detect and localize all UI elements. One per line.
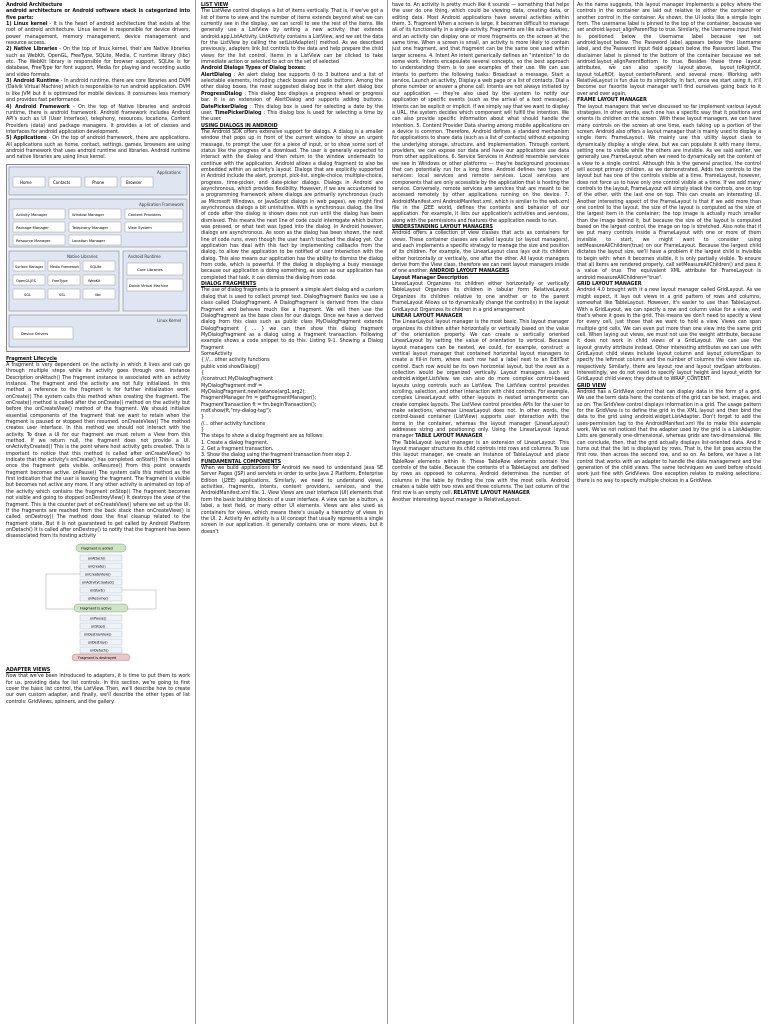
box-view-system: View System [128, 224, 152, 230]
lifecycle-active: Fragment is active [80, 606, 112, 611]
box-package-manager: Package Manager [16, 224, 49, 230]
box-window-manager: Window Manager [72, 211, 105, 217]
heading-android-architecture: Android Architecture [6, 2, 63, 8]
list-view-text: The ListView control displays a list of items vertically. That is, if we've got a list of items to view and the number of items extends beyond what we can currently see in the display, we can scroll to see the rest of the items. We generally use a ListView by writing a new activity that extends android.app.ListActivity. ListActivity contains a ListView, and we set the data for the ListView by calling the setListAdapter() method. As we described previously, adapters link list controls to the data and help prepare the child views for the list control. Items in a ListView can be clicked to take immediate action or selected to act on the set of selected [201, 8, 383, 66]
linux-kernel-head: 1) Linux kernel [6, 21, 48, 28]
label-android-runtime: Android Runtime [128, 253, 161, 259]
code-line: public void showDialog() [201, 363, 260, 370]
adapter-views-head: ADAPTER VIEWS [6, 666, 51, 673]
box-media-framework: Media Framework [50, 264, 80, 269]
lifecycle-step: onStart() [90, 588, 105, 593]
fundamental-components-head: FUNDAMENTAL COMPONENTS [201, 458, 282, 465]
code-line: MyDialogFragment.newInstance(arg1,arg2); [201, 388, 306, 395]
box-core-libraries: Core Libraries [137, 266, 163, 272]
alert-dialog-text: : An alert dialog box supports 0 to 3 buttons and a list of selectable elements, including check boxes and radio buttons. Among the other dialog boxes, the most suggested dialog box in the alert dialog box [201, 71, 383, 91]
box-home: Home [20, 179, 32, 185]
code-line: //construct MyDialogFragment [201, 376, 273, 383]
lifecycle-steps-teardown [80, 615, 122, 653]
box-content-providers: Content Providers [128, 211, 162, 217]
box-telephony-manager: Telephony Manager [72, 224, 109, 230]
box-location-manager: Location Manager [72, 237, 106, 243]
grid-layout-text: Android 4.0 brought with it a new layout manager called GridLayout. As we might expect, it lays out views in a grid pattern of rows and columns, somewhat like TableLayout. However, it's easier to use than TableLayout. With a GridLayout, we can specify a row and column value for a view, and that's where it goes in the grid. This means we don't need to specify a view for every cell, just those that we want to hold a view. Views can span multiple grid cells. We can even put more than one view into the same grid cell. When laying out views, we must not use the weight attribute, because it does not work in child views of a GridLayout. We can use the layout_gravity attribute instead. Other interesting attributes we can use with GridLayout child views include layout_column and layout_columnSpan to specify the leftmost column and the number of columns the view takes up, respectively. Similarly, there are layout_row and layout_rowSpan attributes. Interestingly, we do not need to specify layout_height and layout_width for GridLayout child views; they default to WRAP_CONTENT. [577, 287, 761, 383]
column-divider [387, 0, 388, 1024]
fundamental-components-text: When we build applications for Android we need to understand Java SE Server Pages (JSP) and servlets in order to write Java 2 Platform, Enterprise Edition (J2EE) applications. Similarly, we need to understand views, activities, fragments, intents, content providers, services, and the AndroidManifest.xml file. 1. View Views are user interface (UI) elements that form the basic building blocks of a user interface. A view can be a button, a label, a text field, or many other UI elements. Views are also used as containers for views, which means there's usually a hierarchy of views in the UI. 2. Activity An activity is a UI concept that usually represents a single screen in our application. It generally contains one or more views, but it doesn't [201, 465, 383, 535]
step-item: 1. Create a dialog fragment. [201, 439, 269, 446]
linear-layout-text: The LinearLayout layout manager is the most basic. This layout manager organizes its children either horizontally or vertically based on the value of the orientation property. We can create a vertically oriented LinearLayout by setting the value of orientation to vertical. Because layout managers can be nested, we could, for example, construct a vertical layout manager that contained horizontal layout managers to create a fill-in form, where each row had a label next to an EditText control. Each row would be its own horizontal layout, but the rows as a collection would be organized vertically. Layout managers such as android.widget.ListView. we can also do more complex control-based layouts using controls such as ListView. The ListView control provides scrolling, selection, and other interaction with child controls. For example, complex LinearLayout with other layouts in nested arrangements can create complex layouts. The ListView control provides APIs for the user to make selections, whereas LinearLayout does not. In other words, the control-based container (ListView) supports user interaction with the items in the container, whereas the layout manager (LinearLayout) addresses sizing and positioning only. Using the LinearLayout layout manager [392, 319, 569, 440]
lifecycle-end: Fragment is destroyed [78, 655, 117, 660]
code-line: FragmentManager fm = getFragmentManager(); [201, 395, 317, 402]
time-picker-head: TimePickerDialog [214, 109, 262, 116]
android-runtime-text: - In android runtime, there are core libraries and DVM (Dalvik Virtual Machine) which is responsible to run android application. DVM is like JVM but it is optimized for mobile devices. It consumes less memory and provides fast performance. [6, 78, 190, 104]
lifecycle-step: onStop() [91, 624, 106, 629]
layout-description-text: LinearLayout Organizes its children either horizontally or vertically TableLayout Organizes its children in tabular form RelativeLayout Organizes its children relative to one another or to the parent FrameLayout Allows us to dynamically change the control(s) in the layout GridLayout Organizes its children in a grid arrangement [392, 281, 569, 313]
applications-head: 5) Applications [6, 135, 47, 142]
code-line: } [201, 427, 205, 434]
android-runtime-head: 3) Android Runtime [6, 78, 59, 85]
lifecycle-step: onDestroyView() [84, 632, 112, 637]
code-line: mdf.show(ft,"my-dialog-tag"); [201, 408, 272, 414]
components-continued-text: have to. An activity is pretty much like it sounds — something that helps the user do one thing, which could be viewing data, creating data, or editing data. Most Android applications have several activities within them. 3. Fragment When a screen is large, it becomes difficult to manage all of its functionality in a single activity. Fragments are like sub-activities, and an activity can display one or more fragments on the screen at the same time. When a screen is small, an activity is more likely to contain just one fragment, and that fragment can be the same one used within larger screens. 4. Intent An intent generically defines an "intention" to do some work. Intents encapsulate several concepts, so the best approach to understanding them is to see examples of their use. We can use intents to perform the following tasks: Broadcast a message, Start a service, Launch an activity, Display a web page or a list of contacts, Dial a phone number or answer a phone call. Intents are not always initiated by our application — they're also used by the system to notify our application of specific events (such as the arrival of a text message). Intents can be explicit or implicit. If we simply say that we want to display a URL, the system decides which component will fulfill the intention. We can also provide specific information about what should handle the intention. 5. Content Provider Data sharing among mobile applications on a device is common. Therefore, Android defines a standard mechanism for applications to share data (such as a list of contacts) without exposing the underlying storage, structure, and implementation. Through content providers, we can expose our data and have our applications use data from other applications. 6. Service Services in Android resemble services we see in Windows or other platforms — they're background processes that can potentially run for a long time. Android defines two types of services: local services and remote services. Local services are components that are only accessible by the application that is hosting the service. Conversely, remote services are services that are meant to be accessed remotely by other applications running on the device. 7. AndroidManifest.xml AndroidManifest.xml, which is similar to the web.xml file in the J2EE world, defines the contents and behavior of our application. For example, it lists our application's activities and services, along with the permissions and features the application needs to run. [392, 2, 569, 224]
box-device-drivers: Device Drivers [21, 330, 49, 336]
list-view-head: LIST VIEW [201, 2, 229, 8]
box-contacts: Contacts [53, 179, 71, 185]
native-libraries-text: - On the top of linux kernel, their are Native libraries such as WebKit, OpenGL, FreeType, SQLite, Media, C runtime library (libc) etc. The WebKit library is responsible for browser support, SQLite is for database, FreeType for font support, Media for playing and recording audio and video formats. [6, 46, 190, 78]
native-libraries-head: 2) Native Libraries [6, 46, 58, 53]
lifecycle-step: onDetach() [90, 648, 109, 653]
code-line: FragmentTransaction ft = fm.beginTransaction(); [201, 401, 317, 408]
linear-layout-head: LINEAR LAYOUT MANAGER [392, 312, 463, 319]
using-dialogs-head: USING DIALOGS IN ANDROID [201, 122, 278, 129]
box-resource-manager: Resource Manager [16, 237, 51, 243]
lifecycle-step: onDestroy() [88, 640, 108, 645]
box-surface-manager: Surface Manager [15, 264, 44, 269]
lifecycle-step: onActivityCreated() [82, 580, 115, 585]
steps-intro: The steps to show a dialog fragment are as follows: [201, 433, 324, 440]
code-line: //... other activity functions [201, 420, 266, 427]
relative-layout-continued-text: As the name suggests, this layout manager implements a policy where the controls in the container are laid out relative to either the container or another control in the container. As shown, the UI looks like a simple login form. The username label is pinned to the top of the container, because we set android:layout_alignParentTop to true. Similarly, the Username input field is positioned below the Username label because we set android:layout_below. The Password label appears below the Username label, and the Password input field appears below the Password label. The disclaimer label is pinned to the bottom of the container because we set android:layout_alignParentBottom to true. Besides these three layout attributes, we can also specify layout_above, layout_toRightOf, layout_toLeftOf, layout_centerInParent, and several more. Working with RelativeLayout is fun due to its simplicity. In fact, once we start using it, it'll become our favorite layout manager we'll find ourselves going back to it over and over again. [577, 2, 761, 97]
lifecycle-steps [80, 555, 122, 601]
android-framework-head: 4) Android Framework [6, 103, 70, 110]
code-line: { //... other activity functions [201, 357, 270, 364]
box-freetype: FreeType [52, 278, 68, 283]
alert-dialog-head: AlertDialog [201, 71, 232, 78]
box-phone: Phone [92, 179, 105, 185]
box-libc: libc [95, 292, 102, 297]
relative-layout-text: Another interesting layout manager is RelativeLayout. [392, 496, 521, 503]
fragment-lifecycle-head: Fragment Lifecycle [6, 355, 58, 362]
frame-layout-text: The layout managers that we've discussed so far implement various layout strategies. In other words, each one has a specific way that it positions and orients its children on the screen. With these layout managers, we can have many controls on the screen at one time, each taking up a portion of the screen. Android also offers a layout manager that is mainly used to display a single item: FrameLayout. We mainly use this utility layout class to dynamically display a single view, but we can populate it with many items, setting one to visible while the others are invisible. As we said earlier, we generally use FrameLayout when we need to dynamically set the content of a view to a single control. Although this is the general practice, the control will accept primary children, as we demonstrated. Adds two controls to the layout but has one of the controls visible at a time. FrameLayout, however, does not force us to have only one control visible at a time. If we add many controls to the layout, FrameLayout will simply stack the controls, one on top of the other, with the last one on top. This can create an interesting UI. Another interesting aspect of the FrameLayout is that if we add more than one control to the layout, the size of the layout is computed as the size of the largest item in the container; the top image is actually much smaller than the image behind it, but because the size of the layout is computed based on the largest control, the image on top is stretched. Also note that if we put many controls inside a FrameLayout with one or more of them invisible to start, we might want to consider using setMeasureAllChildren(true) on our FrameLayout. Because the largest child dictates the layout size, we'll have a problem if the largest child is invisible to begin with: when it becomes visible, it is only partially visible. To ensure that all items are rendered properly, call setMeasureAllChildren() and pass it a value of true. The equivalent XML attribute for FrameLayout is android:measureAllChildren="true". [577, 103, 761, 281]
layout-managers-text: Android offers a collection of view classes that acts as containers for views. These container classes are called layouts (or layout managers), and each implements a specific strategy to manage the size and position of its children. For example, the LinearLayout class lays out its children either horizontally or vertically, one after the other. All layout managers derive from the View class, therefore we can nest layout managers inside of one another. [392, 230, 569, 275]
step-item: 2. Get a fragment transaction. [201, 446, 274, 453]
column-3 [392, 2, 569, 1022]
time-picker-text: : This dialog box is used for selecting a time by the user. [201, 109, 383, 123]
relative-layout-head: RELATIVE LAYOUT MANAGER [453, 490, 530, 497]
dialog-fragments-head: DIALOG FRAGMENTS [201, 281, 257, 288]
grid-layout-head: GRID LAYOUT MANAGER [577, 281, 642, 288]
lifecycle-step: onAttach() [88, 556, 106, 561]
column-divider [195, 0, 196, 1024]
lifecycle-step: onPause() [90, 616, 107, 621]
box-dalvik-vm: Dalvik Virtual Machine [129, 283, 169, 288]
grid-view-text: Android has a GridView control that can display data in the form of a grid. We use the term data here; the contents of the grid can be text, images, and so on. The GridView control displays information in a grid. The usage pattern for the GridView is to define the grid in the XML layout and then bind the data to the grid using android.widget.ListAdapter. Don't forget to add the uses-permission tag to the AndroidManifest.xml file to make this example work. We've not noticed that the adapter used by the grid is a ListAdapter. Lists are generally one-dimensional, whereas grids are two-dimensional. We can conclude, then, that the grid actually displays list-oriented data. And it turns out that the list is displayed by rows. That is, the list goes across the first row, then across the second row, and so on. As before, we have a list control that works with an adapter to handle the data management and the generation of the child views. The same techniques we used before should work just fine with GridViews. One exception relates to making selections: there is no way to specify multiple choices in a GridView. [577, 388, 761, 484]
applications-text: - On the top of android framework, there are applications. All applications such as home, contact, settings, games, browsers are using android framework that uses android runtime and libraries. Android runtime and native libraries are using linux kernel. [6, 135, 190, 161]
column-2 [201, 2, 383, 1022]
box-sqlite: SQLite [90, 264, 102, 269]
label-native-libraries: Native Libraries [67, 253, 98, 259]
label-framework: Application Framework [139, 201, 184, 207]
layout-description-head: Layout Manager Description [392, 274, 468, 281]
frame-layout-head: FRAME LAYOUT MANAGER [577, 97, 647, 104]
box-webkit: WebKit [88, 278, 101, 283]
grid-view-head: GRID VIEW [577, 382, 607, 389]
code-line: MyDialogFragment mdf = [201, 382, 263, 389]
android-layout-managers-head: ANDROID LAYOUT MANAGERS [429, 268, 510, 275]
linux-kernel-text: - It is the heart of android architecture that exists at the root of android architecture. Linux kernel is responsible for device drivers, power management, memory management, device management and resource access. [6, 21, 190, 47]
android-framework-text: - On the top of Native libraries and android runtime, there is android framework. Android framework includes Android API's such as UI (User Interface), telephony, resources, locations, Content Providers (data) and package managers. It provides a lot of classes and interfaces for android application development. [6, 103, 190, 135]
box-activity-manager: Activity Manager [16, 211, 48, 217]
lifecycle-start: Fragment is added [81, 546, 113, 551]
dialog-types-head: Android Dialogs Types of Dialog boxes: [201, 65, 306, 72]
layout-managers-head: UNDERSTANDING LAYOUT MANAGERS [392, 224, 493, 231]
box-ssl: SSL [59, 292, 66, 297]
box-opengl: OpenGL|ES [16, 278, 36, 283]
code-listing [201, 351, 383, 433]
android-architecture-diagram [6, 164, 190, 352]
lifecycle-step: onResume() [88, 596, 108, 601]
table-layout-text: The TableLayout layout manager is an extension of LinearLayout. This layout manager structures its child controls into rows and columns. To use this layout manager, we create an instance of TableLayout and place TableRow elements within it. These TableRow elements contain the controls of the table. Because the contents of a TableLayout are defined by rows as opposed to columns, Android determines the number of columns in the table by finding the row with the most cells. Android creates a table with two rows and three columns. The last column of the first row is an empty cell. [392, 439, 569, 497]
column-4 [577, 2, 761, 1022]
using-dialogs-text: The Android SDK offers extensive support for dialogs. A dialog is a smaller window that pops up in front of the current window to show an urgent message, to prompt the user for a piece of input, or to show some sort of status like the progress of a download. The user is generally expected to interact with the dialog and then return to the window underneath to continue with the application. Android allows a dialog fragment to also be embedded within an activity's layout. Dialogs that are explicitly supported in Android include the alert, prompt, pick-list, single-choice, multiple-choice, progress, time-picker, and date-picker dialogs. Dialogs in Android are asynchronous, which provides flexibility. However, if we are accustomed to a programming framework where dialogs are primarily synchronous (such as Microsoft Windows, or JavaScript dialogs in web pages), we might find asynchronous dialogs a bit unintuitive. With a synchronous dialog, the line of code after the dialog is shown does not run until the dialog has been dismissed. This means the next line of code could interrogate which button was pressed, or what text was typed into the dialog. In Android however, dialogs are asynchronous. As soon as the dialog has been shown, the next line of code runs, even though the user hasn't touched the dialog yet. Our application has deal with this fact by implementing callbacks from the dialog, to allow the application to be notified of user interaction with the dialog. This also means our application has the ability to dismiss the dialog from code, which is powerful. If the dialog is displaying a busy message because our application is doing something, as soon as our application has completed that task, it can dismiss the dialog from code. [201, 128, 383, 281]
lifecycle-step: onCreate() [88, 564, 106, 569]
box-browser: Browser [126, 179, 142, 185]
dialog-fragments-text: The use of dialog fragments is to present a simple alert dialog and a custom dialog that is used to collect prompt text. DialogFragment Basics we use a class called DialogFragment. A DialogFragment is derived from the class Fragment and behaves much like a fragment. We will then use the DialogFragment as the base class for our dialogs. Once we have a derived dialog from this class such as public class MyDialogFragment extends DialogFragment { ... } we can then show this dialog fragment MyDialogFragment as a dialog using a fragment transaction. Following example shows a code snippet to do this. Listing 9-1. Showing a Dialog Fragment [201, 287, 383, 351]
column-1 [6, 2, 190, 1022]
label-applications: Applications [157, 169, 181, 175]
fragment-lifecycle-text: A fragment is very dependent on the activity in which it lives and can go through multiple steps while its activity goes through one. Instance Description onAttach() The fragment instance is associated with an activity instance. The fragment and the activity are not fully initialized. In this method a reference to the fragment is for further initialization work. onCreate() The system calls this method when creating the fragment. The onCreate() method is called after the onCreate() method on the activity but before the onCreateView() method of the fragment. We should initialize essential components of the fragment that we want to retain when the fragment is paused or stopped then resumed. onCreateView() The method creates user interface. In this method we should not interact with the activity. To draw a UI for our fragment we must return a View from this method. If we return null, the fragment does not provide a UI. onActivityCreated() This is the point where host activity gets created. This is important to notice that this method is called after onCreateView() to indicate that the activity's onCreate() has completed. onStart() This is called once the fragment gets visible. onResume() From this point onwards fragment becomes active. onPause() The system calls this method as the first indication that the user is leaving the fragment. The fragment is visible but becomes not active any more. If any other activity is animated on top of the activity which contains the fragment onStop() The fragment becomes not visible and going to stopped onDestroyView() It destroys the view of the fragment. This is the counter part of onCreateView() where we set up the UI. If the fragments are reached from the back stack then onCreateView() is called. onDestroy() The method does the final cleanup related to the fragment state. But it is not guaranteed to get called by Android Platform onDetach() It is called after onDestroy() to notify that the fragment has been disassociated from its hosting activity [6, 361, 190, 540]
code-line: } [201, 414, 205, 421]
step-item: 3. Show the dialog using the fragment transaction from step 2. [201, 452, 352, 459]
code-line: SomeActivity [201, 350, 233, 357]
lifecycle-step: onCreateView() [85, 572, 111, 577]
fragment-lifecycle-diagram [6, 543, 190, 663]
box-sgl: SGL [24, 292, 31, 297]
date-picker-text: : This dialog box is used for selecting a date by the user. [201, 103, 383, 116]
code-line: { [201, 369, 205, 376]
arch-subheading: android architecture or Android software stack is categorized into five parts: [6, 8, 190, 21]
progress-dialog-head: ProgressDialog [201, 90, 242, 97]
label-linux-kernel: Linux Kernel [157, 317, 182, 323]
table-layout-head: TABLE LAYOUT MANAGER [414, 433, 483, 440]
date-picker-head: DatePickerDialog [201, 103, 248, 110]
progress-dialog-text: : This dialog box displays a progress wheel or progress bar. It is an extension of AlertDialog and supports adding buttons. [201, 90, 383, 104]
adapter-views-text: Now that we've been introduced to adapters, it is time to put them to work for us, providing data for list controls. In this section, we're going to first cover the basic list control, the ListView. Then, we'll describe how to create our own custom adapter, and finally, we'll describe the other types of list controls: GridViews, spinners, and the gallery. [6, 673, 190, 705]
column-divider [573, 0, 574, 1024]
